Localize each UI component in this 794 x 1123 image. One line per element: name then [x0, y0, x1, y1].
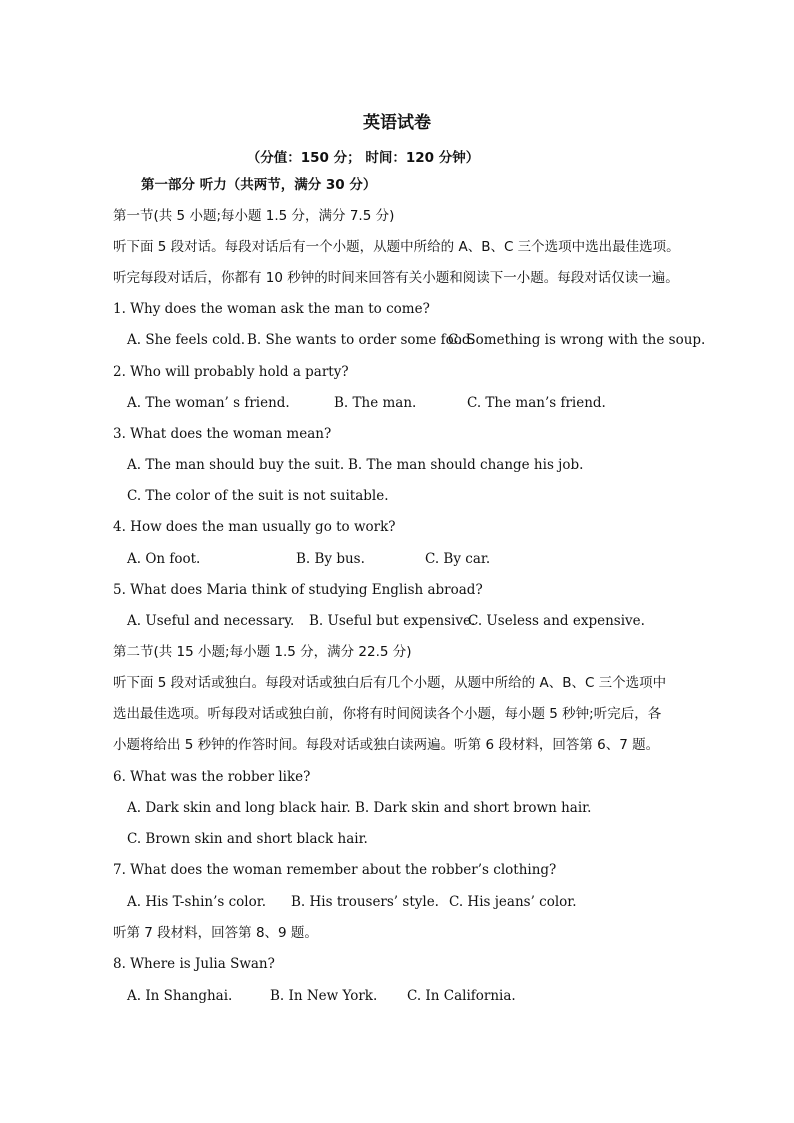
option-a: A. In Shanghai.	[127, 988, 233, 1004]
section1-instruction-line2: 听完每段对话后，你都有 10 秒钟的时间来回答有关小题和阅读下一小题。每段对话仅读一遍。	[113, 270, 679, 286]
page-title: 英语试卷	[363, 113, 431, 133]
question-4-stem: 4. How does the man usually go to work?	[113, 519, 396, 535]
option-a: A. The woman’ s friend.	[127, 395, 290, 411]
option-a: A. His T-shin’s color.	[127, 894, 267, 910]
option-a: A. Dark skin and long black hair.	[127, 800, 351, 816]
option-b: B. Useful but expensive.	[309, 613, 476, 629]
exam-info: （分值：150 分； 时间：120 分钟）	[246, 150, 480, 166]
question-7-stem: 7. What does the woman remember about the robber’s clothing?	[113, 862, 557, 878]
option-b: B. The man.	[334, 395, 417, 411]
option-c: C. By car.	[425, 551, 491, 567]
option-c: C. His jeans’ color.	[449, 894, 577, 910]
section2-instruction-line3: 小题将给出 5 秒钟的作答时间。每段对话或独白读两遍。听第 6 段材料，回答第 6、7 题。	[113, 737, 660, 753]
section1-instruction-line1: 听下面 5 段对话。每段对话后有一个小题，从题中所给的 A、B、C 三个选项中选出最佳选项。	[113, 239, 680, 255]
option-c: C. The man’s friend.	[467, 395, 606, 411]
option-c: C. Something is wrong with the soup.	[448, 332, 706, 348]
option-b: B. His trousers’ style.	[291, 894, 439, 910]
option-b: B. By bus.	[296, 551, 365, 567]
option-a: A. She feels cold.	[127, 332, 246, 348]
option-c: C. Useless and expensive.	[468, 613, 645, 629]
option-c: C. The color of the suit is not suitable.	[127, 488, 389, 504]
question-1-stem: 1. Why does the woman ask the man to come?	[113, 301, 430, 317]
question-6-stem: 6. What was the robber like?	[113, 769, 311, 785]
section2-instruction-line1: 听下面 5 段对话或独白。每段对话或独白后有几个小题，从题中所给的 A、B、C 三个选项中	[113, 675, 667, 691]
option-c: C. Brown skin and short black hair.	[127, 831, 368, 847]
option-a: A. Useful and necessary.	[127, 613, 295, 629]
question-2-stem: 2. Who will probably hold a party?	[113, 364, 349, 380]
section2-heading: 第二节(共 15 小题;每小题 1.5 分，满分 22.5 分)	[113, 644, 412, 660]
section2-instruction-line2: 选出最佳选项。听每段对话或独白前，你将有时间阅读各个小题，每小题 5 秒钟;听完后，各	[113, 706, 662, 722]
option-a: A. The man should buy the suit.	[127, 457, 345, 473]
material-7-instruction: 听第 7 段材料，回答第 8、9 题。	[113, 925, 318, 941]
question-3-stem: 3. What does the woman mean?	[113, 426, 332, 442]
option-b: B. Dark skin and short brown hair.	[355, 800, 592, 816]
option-b: B. She wants to order some food.	[247, 332, 475, 348]
question-8-stem: 8. Where is Julia Swan?	[113, 956, 275, 972]
option-b: B. The man should change his job.	[348, 457, 584, 473]
option-b: B. In New York.	[270, 988, 378, 1004]
option-c: C. In California.	[407, 988, 516, 1004]
question-5-stem: 5. What does Maria think of studying English abroad?	[113, 582, 483, 598]
section1-heading: 第一节(共 5 小题;每小题 1.5 分，满分 7.5 分)	[113, 208, 395, 224]
part1-heading: 第一部分 听力（共两节，满分 30 分）	[141, 177, 377, 193]
option-a: A. On foot.	[127, 551, 201, 567]
